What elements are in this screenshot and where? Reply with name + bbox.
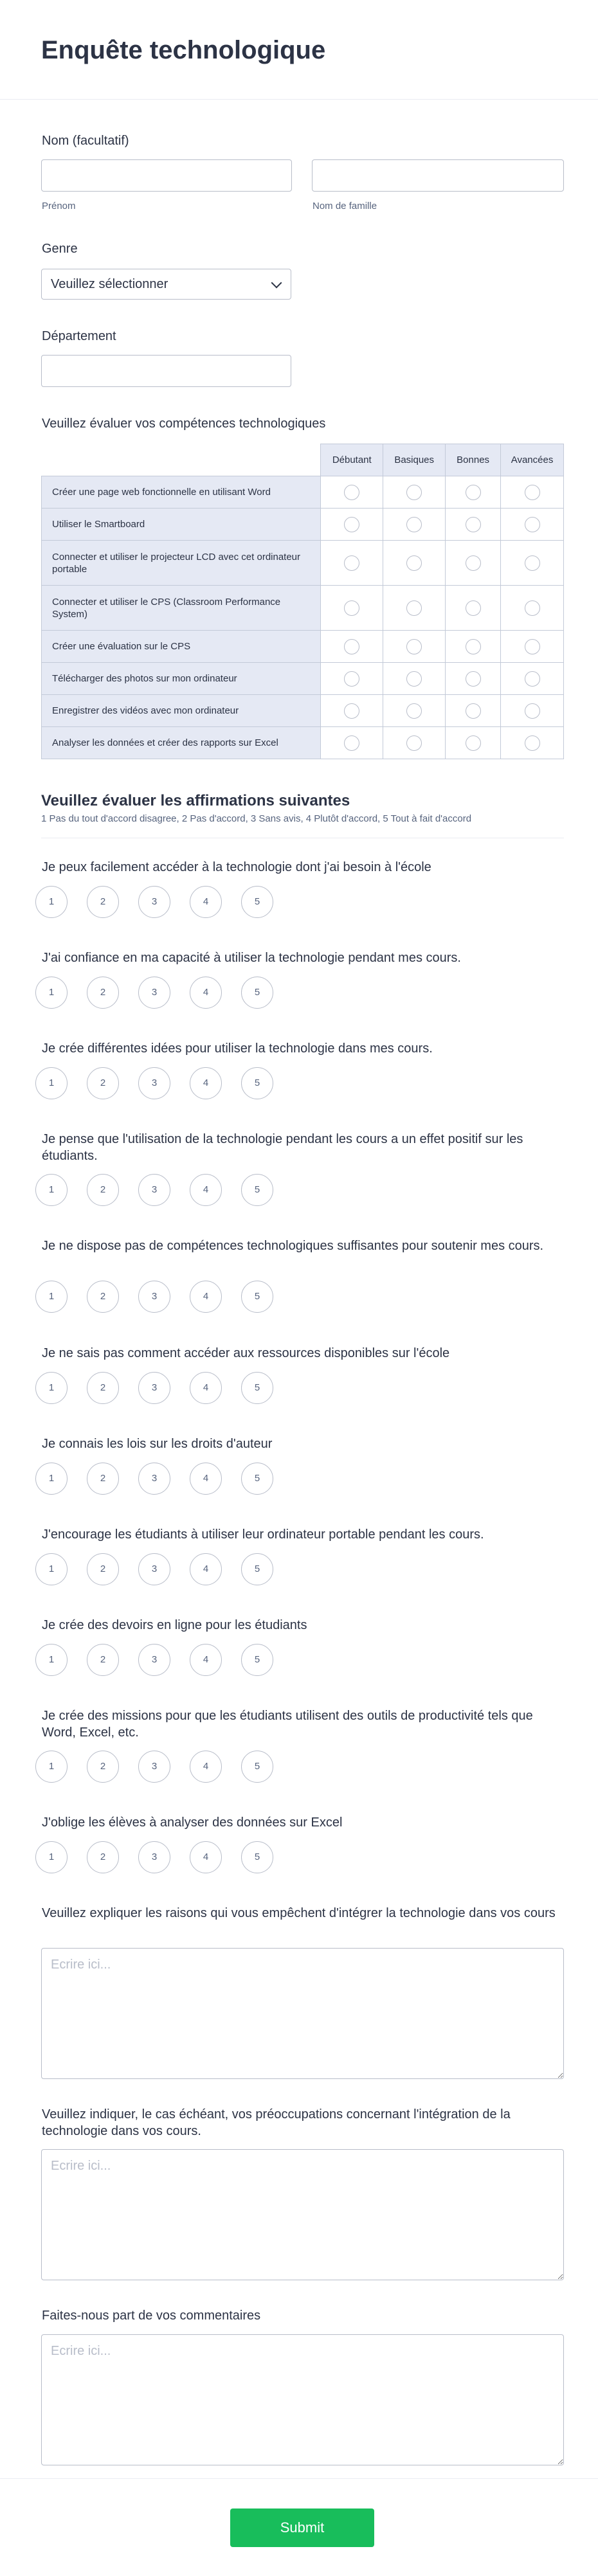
matrix-row bbox=[42, 509, 564, 541]
text-question-label: Veuillez indiquer, le cas échéant, vos préoccupations concernant l'intégration de la technologie dans vos cours. bbox=[42, 2107, 511, 2138]
statement-question: J'encourage les étudiants à utiliser leur ordinateur portable pendant les cours. bbox=[42, 1527, 484, 1542]
skills-matrix bbox=[41, 444, 564, 759]
rating-scale bbox=[35, 977, 305, 1009]
gender-select-value: Veuillez sélectionner bbox=[51, 277, 168, 291]
scale-option[interactable]: 2 bbox=[87, 886, 119, 918]
skill-radio[interactable] bbox=[344, 735, 359, 751]
first-name-input[interactable] bbox=[41, 159, 292, 192]
scale-option[interactable]: 5 bbox=[241, 1067, 273, 1099]
scale-option[interactable]: 4 bbox=[190, 1553, 222, 1585]
scale-option[interactable]: 3 bbox=[138, 1174, 170, 1206]
matrix-row bbox=[42, 727, 564, 759]
statement-question: Je ne sais pas comment accéder aux ressources disponibles sur l'école bbox=[42, 1346, 450, 1360]
skill-radio[interactable] bbox=[466, 517, 481, 532]
rating-scale bbox=[35, 1751, 305, 1783]
rating-scale bbox=[35, 1067, 305, 1099]
scale-option[interactable]: 1 bbox=[35, 1841, 68, 1873]
statement-question: Je crée des devoirs en ligne pour les étudiants bbox=[42, 1618, 307, 1632]
scale-option[interactable]: 5 bbox=[241, 1841, 273, 1873]
matrix-row bbox=[42, 631, 564, 663]
matrix-row-label: Créer une évaluation sur le CPS bbox=[42, 631, 321, 663]
rating-scale bbox=[35, 886, 305, 918]
matrix-row-label: Connecter et utiliser le projecteur LCD avec cet ordinateur portable bbox=[42, 541, 321, 586]
scale-option[interactable]: 2 bbox=[87, 1644, 119, 1676]
scale-option[interactable]: 2 bbox=[87, 1553, 119, 1585]
scale-option[interactable]: 1 bbox=[35, 1553, 68, 1585]
scale-option[interactable]: 4 bbox=[190, 1067, 222, 1099]
skill-radio[interactable] bbox=[466, 639, 481, 654]
rating-scale bbox=[35, 1281, 305, 1313]
scale-option[interactable]: 2 bbox=[87, 1067, 119, 1099]
skill-radio[interactable] bbox=[466, 671, 481, 687]
last-name-input[interactable] bbox=[312, 159, 564, 192]
department-input[interactable] bbox=[41, 355, 291, 387]
scale-option[interactable]: 3 bbox=[138, 1372, 170, 1404]
scale-option[interactable]: 4 bbox=[190, 886, 222, 918]
name-label: Nom (facultatif) bbox=[42, 134, 129, 148]
scale-option[interactable]: 2 bbox=[87, 1751, 119, 1783]
skill-radio[interactable] bbox=[466, 600, 481, 616]
skill-radio[interactable] bbox=[406, 517, 422, 532]
scale-option[interactable]: 5 bbox=[241, 977, 273, 1009]
skill-radio[interactable] bbox=[344, 600, 359, 616]
matrix-row-label: Utiliser le Smartboard bbox=[42, 509, 321, 541]
rating-scale bbox=[35, 1553, 305, 1585]
skill-radio[interactable] bbox=[344, 639, 359, 654]
matrix-col-header: Basiques bbox=[383, 444, 446, 476]
scale-option[interactable]: 5 bbox=[241, 1553, 273, 1585]
skill-radio[interactable] bbox=[406, 555, 422, 571]
scale-option[interactable]: 3 bbox=[138, 1841, 170, 1873]
scale-option[interactable]: 5 bbox=[241, 1644, 273, 1676]
last-name-sublabel: Nom de famille bbox=[313, 201, 377, 212]
scale-option[interactable]: 1 bbox=[35, 1281, 68, 1313]
scale-option[interactable]: 5 bbox=[241, 1372, 273, 1404]
scale-option[interactable]: 4 bbox=[190, 977, 222, 1009]
skill-radio[interactable] bbox=[344, 485, 359, 500]
statement-question: Je connais les lois sur les droits d'auteur bbox=[42, 1437, 273, 1451]
scale-option[interactable]: 4 bbox=[190, 1372, 222, 1404]
skill-radio[interactable] bbox=[466, 485, 481, 500]
skill-radio[interactable] bbox=[466, 555, 481, 571]
matrix-row bbox=[42, 663, 564, 695]
skill-radio[interactable] bbox=[344, 703, 359, 719]
scale-option[interactable]: 1 bbox=[35, 1067, 68, 1099]
scale-option[interactable]: 3 bbox=[138, 886, 170, 918]
scale-option[interactable]: 3 bbox=[138, 1463, 170, 1495]
skill-radio[interactable] bbox=[344, 555, 359, 571]
skill-radio[interactable] bbox=[525, 639, 540, 654]
scale-option[interactable]: 5 bbox=[241, 1751, 273, 1783]
scale-option[interactable]: 3 bbox=[138, 1281, 170, 1313]
reasons-textarea[interactable] bbox=[41, 1948, 564, 2079]
department-label: Département bbox=[42, 329, 116, 343]
form-header bbox=[0, 0, 598, 100]
section-title: Veuillez évaluer les affirmations suivantes bbox=[41, 792, 350, 809]
skill-radio[interactable] bbox=[466, 735, 481, 751]
skill-radio[interactable] bbox=[525, 671, 540, 687]
matrix-row bbox=[42, 586, 564, 631]
rating-scale bbox=[35, 1372, 305, 1404]
rating-scale bbox=[35, 1463, 305, 1495]
scale-option[interactable]: 4 bbox=[190, 1174, 222, 1206]
scale-option[interactable]: 4 bbox=[190, 1751, 222, 1783]
scale-option[interactable]: 2 bbox=[87, 1372, 119, 1404]
scale-option[interactable]: 4 bbox=[190, 1463, 222, 1495]
concerns-textarea[interactable] bbox=[41, 2149, 564, 2280]
matrix-row-label: Enregistrer des vidéos avec mon ordinateur bbox=[42, 695, 321, 727]
skill-radio[interactable] bbox=[406, 703, 422, 719]
matrix-row-label: Connecter et utiliser le CPS (Classroom Performance System) bbox=[42, 586, 321, 631]
section-subtitle: 1 Pas du tout d'accord disagree, 2 Pas d'accord, 3 Sans avis, 4 Plutôt d'accord, 5 Tout à fait d'accord bbox=[41, 813, 472, 824]
scale-option[interactable]: 2 bbox=[87, 1463, 119, 1495]
comments-textarea[interactable] bbox=[41, 2334, 564, 2465]
statement-question: J'ai confiance en ma capacité à utiliser la technologie pendant mes cours. bbox=[42, 951, 461, 965]
scale-option[interactable]: 3 bbox=[138, 1553, 170, 1585]
submit-button[interactable]: Submit bbox=[230, 2508, 374, 2547]
scale-option[interactable]: 4 bbox=[190, 1841, 222, 1873]
scale-option[interactable]: 5 bbox=[241, 1463, 273, 1495]
skill-radio[interactable] bbox=[406, 735, 422, 751]
skill-radio[interactable] bbox=[406, 600, 422, 616]
scale-option[interactable]: 3 bbox=[138, 1067, 170, 1099]
skill-radio[interactable] bbox=[525, 555, 540, 571]
scale-option[interactable]: 2 bbox=[87, 977, 119, 1009]
text-question-label: Faites-nous part de vos commentaires bbox=[42, 2309, 261, 2323]
skill-radio[interactable] bbox=[466, 703, 481, 719]
statement-question: Je pense que l'utilisation de la technologie pendant les cours a un effet positif sur les étudiants. bbox=[42, 1132, 523, 1163]
matrix-col-header: Avancées bbox=[501, 444, 564, 476]
text-question-label: Veuillez expliquer les raisons qui vous empêchent d'intégrer la technologie dans vos cours bbox=[42, 1906, 556, 1920]
rating-scale bbox=[35, 1841, 305, 1873]
scale-option[interactable]: 3 bbox=[138, 1644, 170, 1676]
matrix-row-label: Créer une page web fonctionnelle en utilisant Word bbox=[42, 476, 321, 509]
scale-option[interactable]: 5 bbox=[241, 1281, 273, 1313]
skills-label: Veuillez évaluer vos compétences technologiques bbox=[42, 417, 326, 431]
scale-option[interactable]: 4 bbox=[190, 1644, 222, 1676]
gender-label: Genre bbox=[42, 242, 78, 256]
scale-option[interactable]: 2 bbox=[87, 1281, 119, 1313]
matrix-row bbox=[42, 695, 564, 727]
matrix-corner bbox=[42, 444, 321, 476]
skill-radio[interactable] bbox=[406, 639, 422, 654]
scale-option[interactable]: 5 bbox=[241, 1174, 273, 1206]
statement-question: Je crée des missions pour que les étudiants utilisent des outils de productivité tels que Word, Excel, etc. bbox=[42, 1709, 533, 1740]
scale-option[interactable]: 3 bbox=[138, 977, 170, 1009]
rating-scale bbox=[35, 1644, 305, 1676]
rating-scale bbox=[35, 1174, 305, 1206]
skill-radio[interactable] bbox=[525, 703, 540, 719]
first-name-sublabel: Prénom bbox=[42, 201, 76, 212]
statement-question: J'oblige les élèves à analyser des données sur Excel bbox=[42, 1815, 343, 1830]
scale-option[interactable]: 1 bbox=[35, 1644, 68, 1676]
scale-option[interactable]: 1 bbox=[35, 886, 68, 918]
skill-radio[interactable] bbox=[344, 671, 359, 687]
matrix-col-header: Bonnes bbox=[446, 444, 501, 476]
footer-divider bbox=[0, 2478, 598, 2479]
skill-radio[interactable] bbox=[344, 517, 359, 532]
scale-option[interactable]: 1 bbox=[35, 1463, 68, 1495]
scale-option[interactable]: 1 bbox=[35, 977, 68, 1009]
scale-option[interactable]: 1 bbox=[35, 1174, 68, 1206]
skill-radio[interactable] bbox=[525, 600, 540, 616]
statement-question: Je peux facilement accéder à la technologie dont j'ai besoin à l'école bbox=[42, 860, 431, 874]
scale-option[interactable]: 2 bbox=[87, 1841, 119, 1873]
skill-radio[interactable] bbox=[525, 485, 540, 500]
scale-option[interactable]: 3 bbox=[138, 1751, 170, 1783]
skill-radio[interactable] bbox=[406, 671, 422, 687]
page-title: Enquête technologique bbox=[41, 36, 326, 64]
chevron-down-icon bbox=[271, 278, 282, 289]
scale-option[interactable]: 4 bbox=[190, 1281, 222, 1313]
matrix-row bbox=[42, 476, 564, 509]
scale-option[interactable]: 1 bbox=[35, 1372, 68, 1404]
scale-option[interactable]: 5 bbox=[241, 886, 273, 918]
matrix-row bbox=[42, 541, 564, 586]
matrix-row-label: Analyser les données et créer des rapports sur Excel bbox=[42, 727, 321, 759]
skill-radio[interactable] bbox=[525, 517, 540, 532]
scale-option[interactable]: 2 bbox=[87, 1174, 119, 1206]
statement-question: Je ne dispose pas de compétences technologiques suffisantes pour soutenir mes cours. bbox=[42, 1239, 544, 1253]
scale-option[interactable]: 1 bbox=[35, 1751, 68, 1783]
skill-radio[interactable] bbox=[525, 735, 540, 751]
gender-select[interactable] bbox=[41, 269, 291, 300]
matrix-col-header: Débutant bbox=[321, 444, 383, 476]
skill-radio[interactable] bbox=[406, 485, 422, 500]
matrix-row-label: Télécharger des photos sur mon ordinateur bbox=[42, 663, 321, 695]
statement-question: Je crée différentes idées pour utiliser la technologie dans mes cours. bbox=[42, 1041, 433, 1056]
